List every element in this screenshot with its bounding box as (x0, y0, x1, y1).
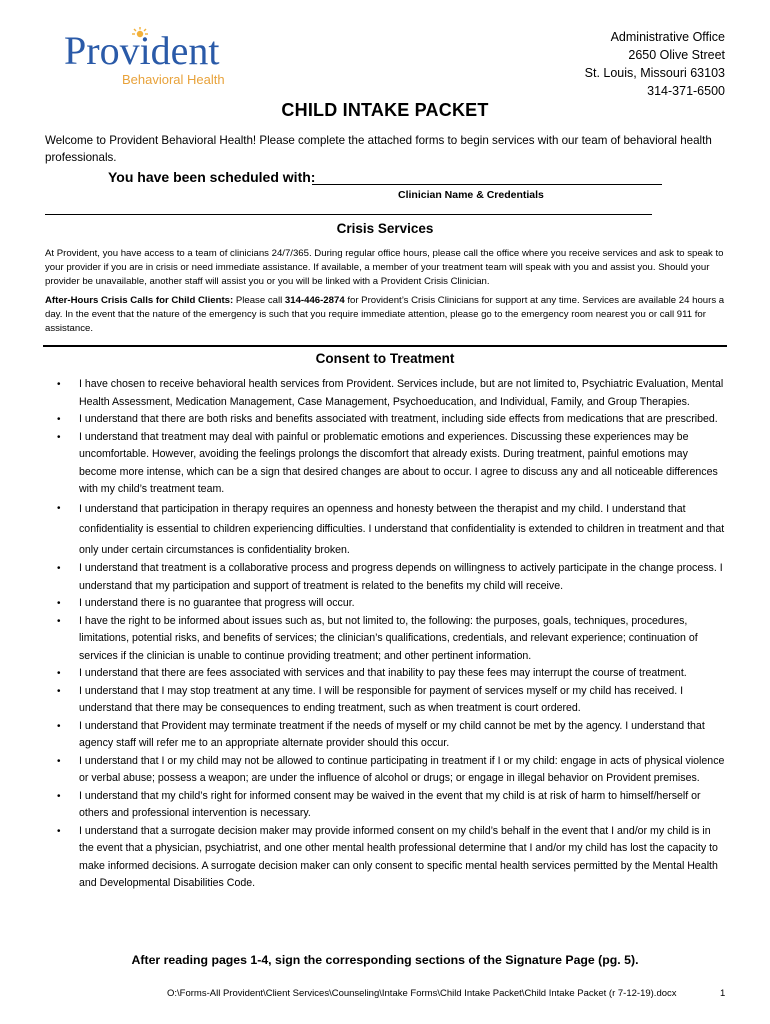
consent-item-text: I understand that treatment is a collaborative process and progress depends on willingness to actively participate in the change process. I understand that my participation and support of treatment is related to the benefits my child will receive. (79, 562, 723, 592)
address-line-2: 2650 Olive Street (628, 48, 725, 62)
after-hours-label: After-Hours Crisis Calls for Child Clients: (45, 295, 234, 306)
consent-item (0, 376, 770, 411)
consent-item (0, 683, 770, 718)
consent-item-text: I understand that my child’s right for informed consent may be waived in the event that my child is at risk of harm to himself/herself or others and professional intervention is necessary. (79, 789, 701, 819)
consent-item (0, 718, 770, 753)
signature-instruction: After reading pages 1-4, sign the corresponding sections of the Signature Page (pg. 5). (131, 953, 639, 967)
page-number: 1 (720, 988, 726, 999)
scheduled-with-label: You have been scheduled with: (108, 169, 316, 185)
bullet: • (57, 755, 61, 767)
consent-item (0, 753, 770, 788)
clinician-name-field[interactable] (312, 184, 662, 185)
clinician-credentials-field[interactable] (45, 214, 652, 215)
bullet: • (57, 720, 61, 732)
consent-item (0, 665, 770, 683)
bullet: • (57, 615, 61, 627)
bullet: • (57, 790, 61, 802)
clinician-caption: Clinician Name & Credentials (398, 189, 544, 201)
section-divider (43, 345, 727, 347)
address-line-3: St. Louis, Missouri 63103 (584, 66, 725, 80)
consent-item (0, 595, 770, 613)
crisis-paragraph-2 (45, 294, 725, 337)
bullet: • (57, 414, 61, 425)
bullet: • (57, 563, 61, 574)
crisis-heading: Crisis Services (336, 221, 434, 236)
consent-item-text: I understand there is no guarantee that progress will occur. (79, 597, 355, 609)
consent-item-text: I have chosen to receive behavioral health services from Provident. Services include, but are not limited to, Psychiatric Evaluation, Mental Health Assessment, Medication Management, Case Management, Psychoeducation, and Individual, Family, and Group Therapies. (79, 378, 724, 408)
consent-item (0, 823, 770, 893)
bullet: • (57, 431, 61, 443)
logo-subtitle: Behavioral Health (122, 72, 225, 87)
bullet: • (57, 668, 61, 679)
consent-item-text: I understand that a surrogate decision maker may provide informed consent on my child’s behalf in the event that I and/or my child is in the event that a physician, psychiatrist, and one other mental health professional determine that I and/or my child has lost the capacity to make informed decisions. A surrogate decision maker can only consent to specific mental health services permitted by the Mental Health and Developmental Disabilities Code. (79, 824, 718, 889)
consent-list (0, 376, 770, 893)
bullet: • (57, 502, 61, 514)
footer-file-path: O:\Forms-All Provident\Client Services\Counseling\Intake Forms\Child Intake Packet\Child Intake Packet (r 7-12-19).docx (167, 988, 677, 999)
consent-item-text: I understand that participation in therapy requires an openness and honesty between the therapist and my child. I understand that confidentiality is essential to children experiencing difficulties. I understand that confidentiality is extended to children in treatment and that only under certain circumstances is confidentiality broken. (79, 502, 725, 556)
consent-item (0, 429, 770, 499)
consent-item-text: I understand that Provident may terminate treatment if the needs of myself or my child cannot be met by the agency. I understand that agency staff will refer me to an appropriate alternate provider should this occur. (79, 719, 705, 749)
consent-item-text: I understand that there are both risks and benefits associated with treatment, including side effects from medications that are prescribed. (79, 413, 718, 425)
consent-item-text: I understand that there are fees associated with services and that inability to pay these fees may interrupt the course of treatment. (79, 667, 687, 679)
provident-logo (62, 26, 262, 92)
consent-item-text: I have the right to be informed about issues such as, but not limited to, the following: the purposes, goals, techniques, procedures, limitations, potential risks, and benefits of services; the clinician’s qualifications, credentials, and relevant experience; continuation of services if the clinician is unable to continue providing treatment; and other pertinent information. (79, 614, 698, 662)
bullet: • (57, 685, 61, 697)
after-hours-post: for Provident’s Crisis Clinicians for support at any time. Services are available 24 hours a day. In the event that the nature of the emergency is such that you require immediate attention, please go to the emergency room nearest you or call 911 for assistance. (45, 295, 725, 335)
address-line-1: Administrative Office (610, 30, 725, 44)
provident-logo-graphic (62, 26, 262, 92)
consent-item (0, 499, 770, 561)
consent-item (0, 411, 770, 429)
document-title: CHILD INTAKE PACKET (281, 100, 489, 120)
after-hours-pre: Please call (233, 295, 285, 306)
consent-heading: Consent to Treatment (315, 351, 455, 366)
bullet: • (57, 379, 61, 390)
bullet: • (57, 825, 61, 837)
office-address (585, 28, 725, 100)
consent-item (0, 560, 770, 595)
bullet: • (57, 598, 61, 609)
crisis-phone: 314-446-2874 (284, 295, 345, 306)
consent-item-text: I understand that treatment may deal with painful or problematic emotions and experiences. Discussing these experiences may be uncomfortable. However, avoiding the feelings prolongs the discomfort that already exists. During treatment, painful emotions may become more intense, which can be a sign that desired changes are about to occur. I agree to discuss any and all noticeable differences with my child’s treatment team. (79, 430, 718, 495)
crisis-paragraph-1: At Provident, you have access to a team of clinicians 24/7/365. During regular office hours, please call the office where you receive services and ask to speak to your provider if you are in crisis or need immediate assistance. If available, a member of your treatment team will speak with you and assist you. Should your provider be unavailable, another staff will assist you or you will be linked with a Provident Crisis Clinician. (45, 248, 724, 288)
welcome-text: Welcome to Provident Behavioral Health! Please complete the attached forms to begin services with our team of behavioral health professionals. (45, 134, 712, 164)
consent-item-text: I understand that I may stop treatment at any time. I will be responsible for payment of services myself or my child has received. I understand that there may be consequences to ending treatment, such as when treatment is court ordered. (79, 684, 684, 714)
consent-item-text: I understand that I or my child may not be allowed to continue participating in treatment if I or my child: engage in acts of physical violence or verbal abuse; possess a weapon; are under the influence of alcohol or drugs; or engage in illegal behavior on Provident premises. (79, 754, 725, 784)
consent-item (0, 788, 770, 823)
logo-name: Provident (64, 28, 220, 73)
consent-item (0, 613, 770, 666)
address-line-4: 314-371-6500 (647, 84, 725, 98)
